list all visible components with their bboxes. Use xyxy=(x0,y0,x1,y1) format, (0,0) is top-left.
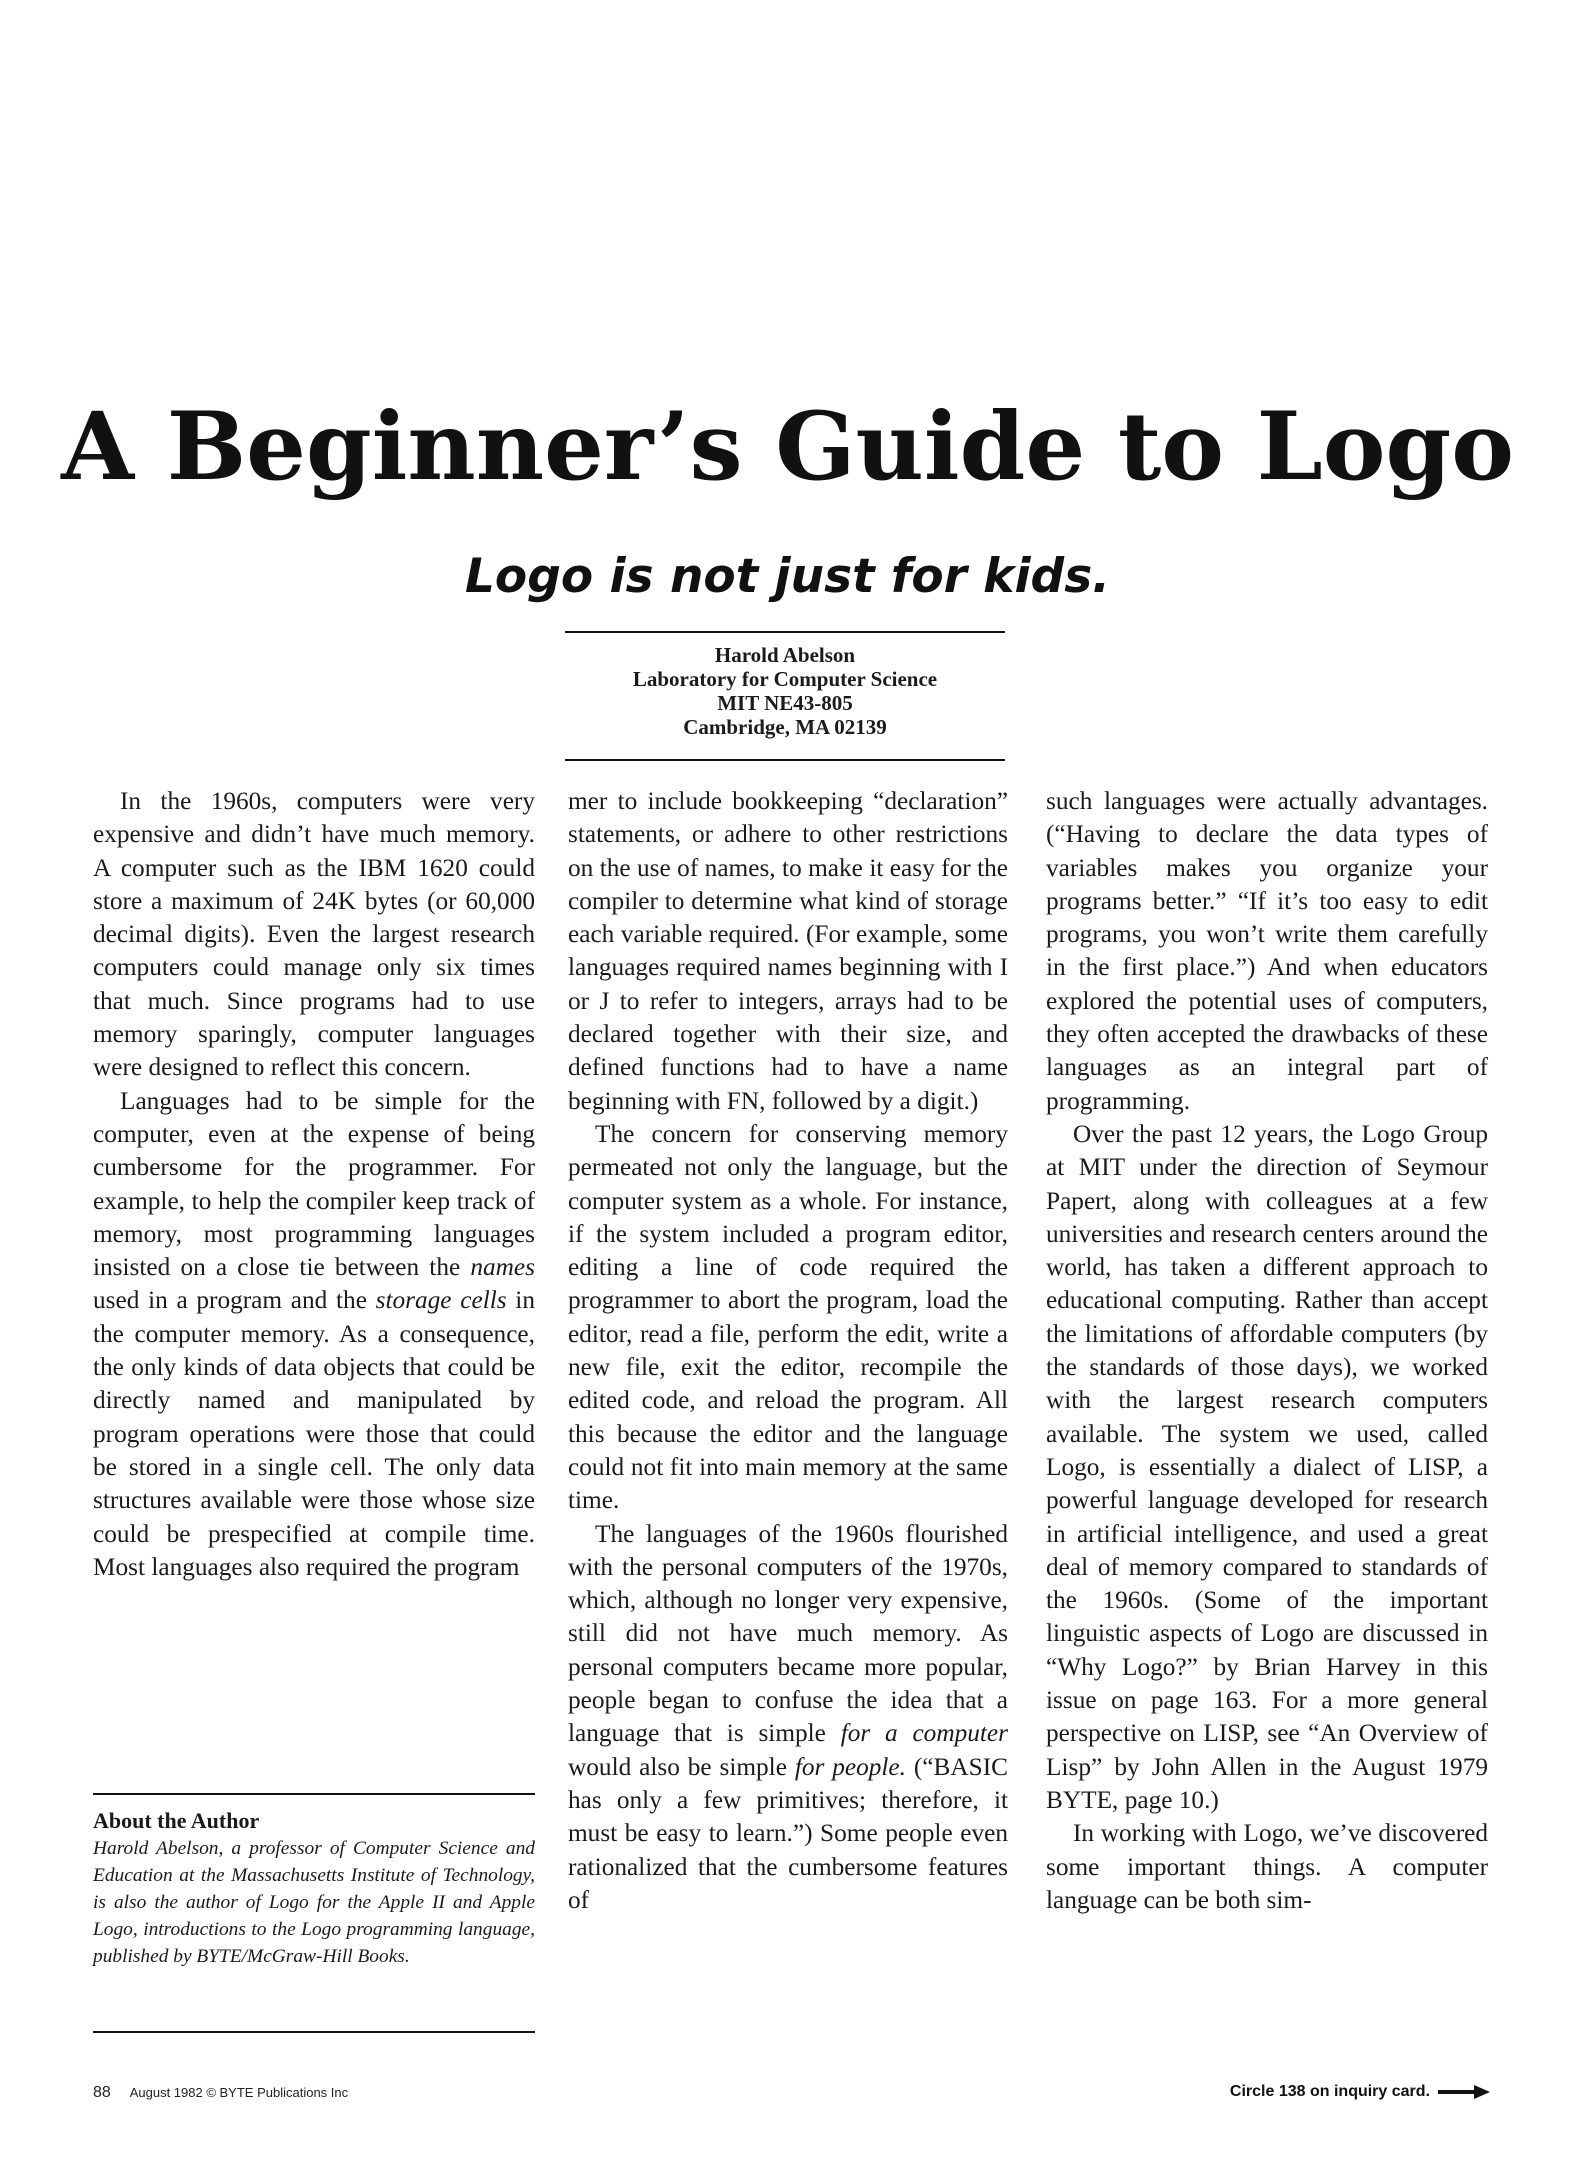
arrow-right-icon xyxy=(1438,2085,1490,2099)
page-footer xyxy=(93,2084,348,2102)
about-author-box xyxy=(93,1793,535,2033)
about-author-heading: About the Author xyxy=(93,1808,260,1833)
paragraph: The concern for conserving memory permeated not only the language, but the computer system as a whole. For instance, if the system included a program editor, editing a line of code required the programmer to abort the program, load the editor, read a file, perform the edit, write a new file, exit the editor, recompile the edited code, and reload the program. All this because the editor and the language could not fit into main memory at the same time. xyxy=(568,1119,1008,1515)
about-author-text: Harold Abelson, a professor of Computer Science and Education at the Massachusetts Institute of Technology, is also the author of Logo for the Apple II and Apple Logo, introductions to the Logo programming language, published by BYTE/McGraw-Hill Books. xyxy=(93,1838,535,1967)
inquiry-text: Circle 138 on inquiry card. xyxy=(1229,2083,1430,2100)
byline-author: Harold Abelson xyxy=(714,643,856,667)
byline-address: MIT NE43-805 xyxy=(717,691,853,715)
paragraph: In the 1960s, computers were very expensive and didn’t have much memory. A computer such as the IBM 1620 could store a maximum of 24K bytes (or 60,000 decimal digits). Even the largest research computers could manage only six times that much. Since programs had to use memory sparingly, computer languages were designed to reflect this concern. xyxy=(93,787,535,1082)
inquiry-note xyxy=(1230,2083,1490,2101)
byline xyxy=(565,631,1005,761)
page-number: 88 xyxy=(93,2084,111,2101)
column-2 xyxy=(568,785,1008,1917)
byline-city: Cambridge, MA 02139 xyxy=(683,715,887,739)
article-subtitle: Logo is not just for kids. xyxy=(464,549,1111,604)
article-title: A Beginner’s Guide to Logo xyxy=(61,392,1514,502)
column-1 xyxy=(93,785,535,1584)
paragraph: The languages of the 1960s flourished with the personal computers of the 1970s, which, although no longer very expensive, still did not have much memory. As personal computers became more popular, people began to confuse the idea that a language that is simple for a computer would also be simple for people. (“BASIC has only a few primitives; therefore, it must be easy to learn.”) Some people even rationalized that the cumbersome features of xyxy=(568,1519,1008,1914)
paragraph: In working with Logo, we’ve discovered some important things. A computer language can be both sim- xyxy=(1046,1819,1488,1914)
paragraph: such languages were actually advantages. (“Having to declare the data types of variables makes you organize your programs better.” “If it’s too easy to edit programs, you won’t write them carefully in the first place.”) And when educators explored the potential uses of computers, they often accepted the drawbacks of these languages as an integral part of programming. xyxy=(1046,787,1488,1115)
paragraph: mer to include bookkeeping “declaration” statements, or adhere to other restrictions on the use of names, to make it easy for the compiler to determine what kind of storage each variable required. (For example, some languages required names beginning with I or J to refer to integers, arrays had to be declared together with their size, and defined functions had to have a name beginning with FN, followed by a digit.) xyxy=(568,787,1008,1115)
paragraph: Languages had to be simple for the computer, even at the expense of being cumbersome for the programmer. For example, to help the compiler keep track of memory, most programming languages insisted on a close tie between the names used in a program and the storage cells in the computer memory. As a consequence, the only kinds of data objects that could be directly named and manipulated by program operations were those that could be stored in a single cell. The only data structures available were those whose size could be prespecified at compile time. Most languages also required the program xyxy=(93,1086,535,1581)
paragraph: Over the past 12 years, the Logo Group at MIT under the direction of Seymour Papert, along with colleagues at a few universities and research centers around the world, has taken a different approach to educational computing. Rather than accept the limitations of affordable computers (by the standards of those days), we worked with the largest research computers available. The system we used, called Logo, is essentially a dialect of LISP, a powerful language developed for research in artificial intelligence, and used a great deal of memory compared to standards of the 1960s. (Some of the important linguistic aspects of Logo are discussed in “Why Logo?” by Brian Harvey in this issue on page 163. For a more general perspective on LISP, see “An Overview of Lisp” by John Allen in the August 1979 BYTE, page 10.) xyxy=(1046,1119,1488,1814)
column-3 xyxy=(1046,785,1488,1917)
issue-info: August 1982 © BYTE Publications Inc xyxy=(129,2085,349,2100)
byline-affiliation: Laboratory for Computer Science xyxy=(632,667,938,691)
